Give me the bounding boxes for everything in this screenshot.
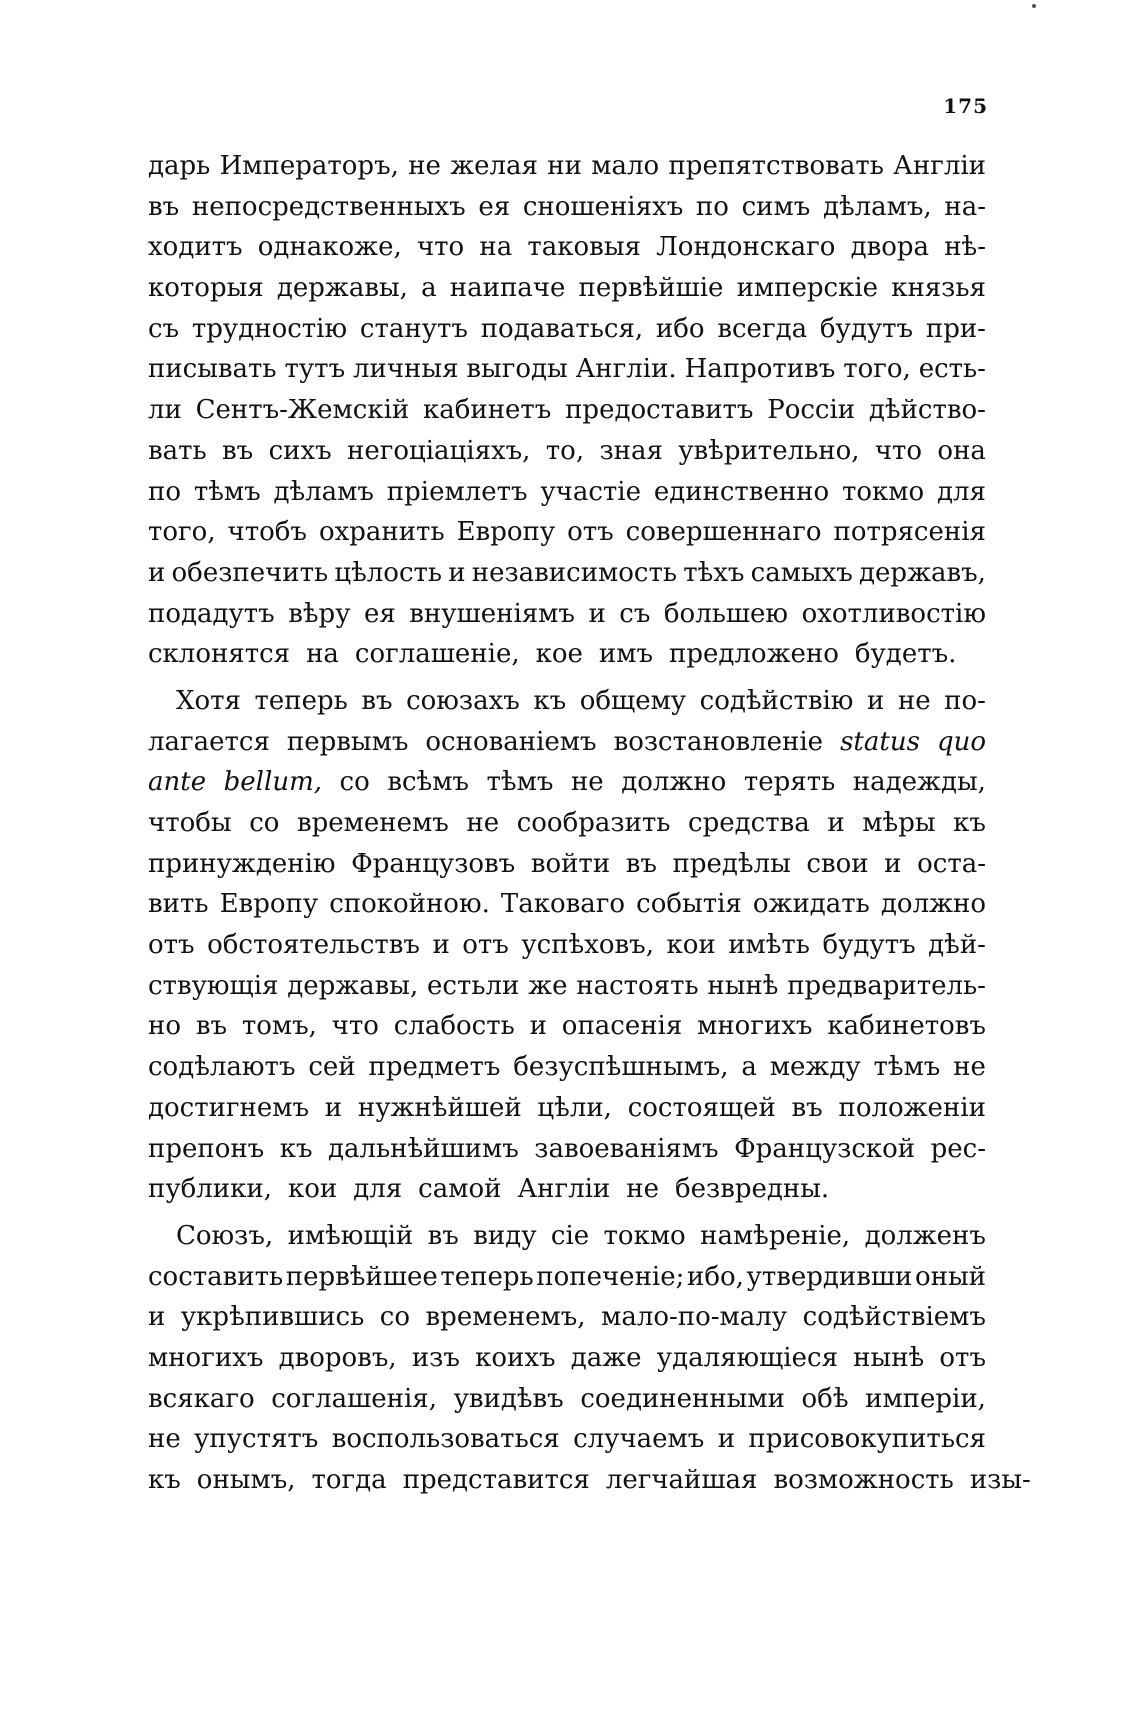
word: отъ (462, 930, 509, 961)
paragraph (148, 146, 986, 675)
word: содѣлаютъ (148, 1052, 296, 1083)
word: возможность (773, 1465, 954, 1495)
word: однакоже, (257, 232, 402, 263)
word: дѣй- (928, 930, 986, 961)
word: и (827, 808, 845, 838)
word: принужденію (148, 848, 336, 879)
word: увидѣвъ (453, 1383, 564, 1414)
word: въ (791, 1092, 823, 1123)
text-line (148, 553, 986, 594)
word: обѣ (801, 1383, 849, 1414)
word: желая (450, 151, 538, 181)
word: въ (361, 685, 393, 716)
word: ибо, (687, 1261, 744, 1292)
word: состоящей (627, 1092, 776, 1123)
text-line (148, 1088, 986, 1129)
word: а (741, 1052, 757, 1083)
word: составить (148, 1261, 284, 1292)
word: мало (591, 151, 660, 181)
word: державы, (287, 970, 419, 1001)
word: Императоръ, (219, 151, 399, 181)
word: предметъ (368, 1052, 501, 1083)
word: къ (279, 1133, 313, 1164)
word: и (448, 557, 466, 588)
page-number: 175 (943, 94, 988, 118)
word: Англіи (517, 1174, 611, 1205)
word: союзахъ (406, 685, 520, 716)
word: къ (533, 685, 567, 716)
word: со (339, 767, 370, 798)
word: не (626, 1174, 659, 1205)
text-line (148, 1460, 1031, 1501)
word: многихъ (697, 1011, 813, 1042)
word: свои (806, 848, 869, 879)
word: предложено (669, 639, 839, 670)
word: потрясенія (833, 517, 986, 548)
paragraph (148, 681, 986, 1210)
word: въ (195, 1011, 227, 1042)
word: будетъ. (854, 639, 957, 670)
word: теперь (254, 685, 348, 716)
word: долженъ (864, 1220, 986, 1251)
word: чтобы (148, 808, 232, 838)
word: укрѣпившись (180, 1302, 365, 1333)
text-line (148, 309, 986, 350)
word: тогда (311, 1465, 387, 1495)
text-line (148, 884, 986, 925)
word: увѣрительно, (678, 435, 860, 466)
text-line (148, 227, 986, 268)
word: многихъ (148, 1342, 264, 1373)
word: того, (843, 354, 911, 385)
word: подаваться, (480, 313, 644, 344)
word: попеченіе; (536, 1261, 685, 1292)
word: того, (148, 517, 216, 548)
text-line (148, 803, 986, 844)
word: есть- (918, 354, 986, 385)
word: успѣховъ, (521, 930, 654, 961)
word: наипаче (449, 273, 566, 304)
word: имперіи, (865, 1383, 986, 1414)
word: зная (599, 435, 663, 466)
word: ни (547, 151, 582, 181)
word: временемъ, (425, 1302, 586, 1333)
word: пріемлетъ (386, 476, 528, 507)
word: Европу (456, 517, 556, 548)
word: не (466, 808, 500, 838)
word: будутъ (819, 313, 914, 344)
word: даже (570, 1342, 642, 1373)
word: quo (936, 726, 986, 757)
text-line (148, 1006, 986, 1047)
word: опасенія (561, 1011, 683, 1042)
text-line (148, 594, 986, 635)
word: ствующія (148, 970, 279, 1001)
word: державы, (276, 273, 408, 304)
word: самой (418, 1174, 502, 1205)
word: на (479, 232, 513, 263)
text-line (148, 349, 986, 390)
word: оный (914, 1261, 986, 1292)
word: Лондонскаго (656, 232, 836, 263)
word: и (717, 1424, 736, 1455)
word: что (331, 1011, 379, 1042)
text-line (148, 1257, 986, 1298)
word: тѣхъ (683, 557, 745, 588)
word: со (249, 808, 280, 838)
word: препонъ (148, 1133, 265, 1164)
text-line (148, 1297, 986, 1338)
word: въ (148, 191, 180, 222)
word: изъ (411, 1342, 460, 1373)
word: и (884, 848, 902, 879)
word: препятствовать (668, 151, 884, 181)
word: отъ (148, 930, 195, 961)
word: ибо (655, 313, 705, 344)
text-line (148, 187, 986, 228)
word: подадутъ (148, 598, 275, 629)
word: должно (621, 767, 727, 798)
word: Таковаго (500, 889, 626, 920)
word: сообразить (516, 808, 671, 838)
text-line (148, 390, 986, 431)
word: чтобъ (227, 517, 307, 548)
word: утвердивши (746, 1261, 913, 1292)
word: и (866, 685, 885, 716)
word: всѣмъ (387, 767, 469, 798)
word: средства (688, 808, 810, 838)
word: а (421, 273, 437, 304)
word: по- (944, 685, 986, 716)
word: томъ, (241, 1011, 317, 1042)
word: цѣлость (334, 557, 443, 588)
word: тѣмъ (486, 767, 554, 798)
word: кои (666, 930, 716, 961)
word: ожидать (752, 889, 870, 920)
word: отъ (567, 517, 614, 548)
word: легчайшая (605, 1465, 758, 1495)
word: между (769, 1052, 861, 1083)
word: для (936, 476, 986, 507)
word: охранить (318, 517, 445, 548)
word: имъ (598, 639, 654, 670)
word: должно (880, 889, 986, 920)
word: всякаго (148, 1383, 255, 1414)
word: въ (625, 848, 657, 879)
word: не (408, 151, 441, 181)
word: со (379, 1302, 411, 1333)
text-line (148, 634, 986, 675)
word: тѣмъ (873, 1052, 941, 1083)
word: на (306, 639, 339, 670)
word: и (148, 1302, 166, 1333)
word: Англіи (893, 151, 986, 181)
word: симъ (741, 191, 811, 222)
paragraph (148, 1216, 1031, 1501)
word: Европу (219, 889, 319, 920)
word: охотливостію (801, 598, 986, 629)
word: Напротивъ (684, 354, 836, 385)
word: что (874, 435, 923, 466)
word: токмо (841, 476, 925, 507)
word: bellum, (223, 767, 322, 798)
scan-speck (1032, 4, 1036, 8)
text-line (148, 1047, 986, 1088)
word: при- (925, 313, 986, 344)
word: ли (148, 395, 182, 426)
word: воспользоваться (331, 1424, 560, 1455)
word: настоять (576, 970, 699, 1001)
word: совершеннаго (625, 517, 822, 548)
word: положеніи (838, 1092, 986, 1123)
word: къ (953, 808, 986, 838)
word: отъ (939, 1342, 986, 1373)
word: и (432, 930, 450, 961)
word: по (148, 476, 181, 507)
word: имперскіе (736, 273, 879, 304)
word: независимость (471, 557, 677, 588)
word: естьли (427, 970, 520, 1001)
body-text (148, 146, 1031, 1501)
word: непосредственныхъ (191, 191, 466, 222)
word: кои (287, 1174, 338, 1205)
text-line (148, 1169, 986, 1210)
word: и (324, 1092, 343, 1123)
word: князья (891, 273, 986, 304)
word: ходитъ (148, 232, 243, 263)
text-line (148, 512, 986, 553)
text-line (148, 146, 986, 187)
word: предѣлы (672, 848, 791, 879)
text-line (148, 1129, 986, 1170)
word: терять (743, 767, 836, 798)
word: ея (364, 598, 396, 629)
word: на- (944, 191, 986, 222)
word: по (695, 191, 729, 222)
word: сношеніяхъ (522, 191, 684, 222)
word: кабинетовъ (827, 1011, 986, 1042)
word: нынѣ (707, 970, 779, 1001)
text-line (148, 925, 986, 966)
word: въ (427, 1220, 459, 1251)
word: участіе (540, 476, 641, 507)
word: предваритель- (787, 970, 986, 1001)
word: будутъ (822, 930, 916, 961)
word: соединенными (580, 1383, 785, 1414)
text-line (148, 966, 986, 1007)
text-line (148, 431, 986, 472)
word: большею (663, 598, 789, 629)
word: негоціаціяхъ, (347, 435, 531, 466)
word: виду (473, 1220, 537, 1251)
text-line (148, 844, 986, 885)
word: цѣли, (537, 1092, 612, 1123)
word: дарь (148, 151, 211, 181)
word: достигнемъ (148, 1092, 310, 1123)
word: войти (530, 848, 611, 879)
word: сихъ (268, 435, 332, 466)
word: вать (148, 435, 207, 466)
word: коихъ (475, 1342, 556, 1373)
word: для (353, 1174, 403, 1205)
word: Союзъ, (176, 1220, 274, 1251)
word: ея (478, 191, 511, 222)
word: тѣмъ (193, 476, 261, 507)
word: изы- (969, 1465, 1031, 1495)
word: двора (850, 232, 930, 263)
word: рес- (930, 1133, 986, 1164)
word: нынѣ (853, 1342, 925, 1373)
word: таковыя (527, 232, 641, 263)
word: соглашенія, (271, 1383, 437, 1414)
word: съ (619, 598, 651, 629)
word: Англіи. (575, 354, 677, 385)
word: событія (636, 889, 742, 920)
word: не (953, 1052, 986, 1083)
word: которыя (148, 273, 264, 304)
word: общему (579, 685, 687, 716)
word: съ (148, 313, 180, 344)
word: сей (308, 1052, 356, 1083)
word: и (148, 557, 166, 588)
word: оста- (917, 848, 986, 879)
word: status (840, 726, 920, 757)
word: лагается (148, 726, 270, 757)
word: слабость (393, 1011, 515, 1042)
word: мѣры (862, 808, 936, 838)
word: завоеваніямъ (534, 1133, 719, 1164)
word: Россіи (767, 395, 856, 426)
word: возстановленіе (613, 726, 824, 757)
word: въ (222, 435, 254, 466)
word: безвредны. (674, 1174, 830, 1205)
word: соглашеніе, (354, 639, 520, 670)
word: представится (402, 1465, 590, 1495)
word: основаніемъ (425, 726, 597, 757)
word: сіе (550, 1220, 590, 1251)
word: нужнѣйшей (357, 1092, 522, 1123)
word: она (937, 435, 986, 466)
word: кое (535, 639, 583, 670)
word: не (148, 1424, 181, 1455)
word: личныя (353, 354, 459, 385)
word: державъ, (859, 557, 986, 588)
word: не (570, 767, 604, 798)
word: внушеніямъ (409, 598, 575, 629)
word: удаляющіеся (656, 1342, 838, 1373)
word: же (528, 970, 568, 1001)
word: трудностію (191, 313, 348, 344)
word: временемъ (297, 808, 449, 838)
text-line (148, 1379, 986, 1420)
word: дѣламъ, (822, 191, 932, 222)
text-line (148, 268, 986, 309)
word: ante (148, 767, 207, 798)
text-line (148, 1419, 986, 1460)
word: и (588, 598, 606, 629)
word: Французовъ (351, 848, 516, 879)
text-line (148, 472, 986, 513)
word: упустятъ (194, 1424, 319, 1455)
word: и (529, 1011, 547, 1042)
word: онымъ, (196, 1465, 296, 1495)
word: дальнѣйшимъ (327, 1133, 519, 1164)
word: присовокупиться (748, 1424, 986, 1455)
word: писывать (148, 354, 277, 385)
word: первѣйшее (285, 1261, 438, 1292)
word: что (416, 232, 465, 263)
word: дворовъ, (278, 1342, 397, 1373)
word: склонятся (148, 639, 291, 670)
word: содѣйствіемъ (802, 1302, 986, 1333)
word: спокойною. (329, 889, 490, 920)
word: мало-по-малу (601, 1302, 788, 1333)
word: тутъ (284, 354, 346, 385)
word: надежды, (852, 767, 986, 798)
word: дѣйство- (868, 395, 986, 426)
text-line (148, 722, 986, 763)
word: первѣйшіе (578, 273, 724, 304)
word: имѣющій (287, 1220, 414, 1251)
word: намѣреніе, (700, 1220, 851, 1251)
word: Хотя (176, 685, 241, 716)
word: но (148, 1011, 181, 1042)
word: всегда (717, 313, 808, 344)
word: обезпечить (171, 557, 329, 588)
text-line (148, 762, 986, 803)
word: вѣру (288, 598, 351, 629)
text-line (148, 1338, 986, 1379)
word: обстоятельствъ (207, 930, 420, 961)
word: единственно (653, 476, 830, 507)
word: кабинетъ (422, 395, 552, 426)
word: станутъ (359, 313, 468, 344)
word: предоставитъ (565, 395, 754, 426)
text-line (148, 681, 986, 722)
word: случаемъ (573, 1424, 705, 1455)
word: дѣламъ (273, 476, 374, 507)
word: то, (545, 435, 585, 466)
word: публики, (148, 1174, 272, 1205)
word: безуспѣшнымъ, (513, 1052, 729, 1083)
word: Сентъ-Жемскій (195, 395, 410, 426)
word: самыхъ (750, 557, 853, 588)
word: имѣть (728, 930, 810, 961)
word: не (897, 685, 931, 716)
word: содѣйствію (699, 685, 854, 716)
word: вить (148, 889, 209, 920)
word: Французской (734, 1133, 916, 1164)
word: выгоды (466, 354, 568, 385)
word: токмо (603, 1220, 686, 1251)
word: теперь (440, 1261, 534, 1292)
text-line (148, 1216, 986, 1257)
word: первымъ (286, 726, 409, 757)
word: нѣ- (944, 232, 986, 263)
word: къ (148, 1465, 181, 1495)
